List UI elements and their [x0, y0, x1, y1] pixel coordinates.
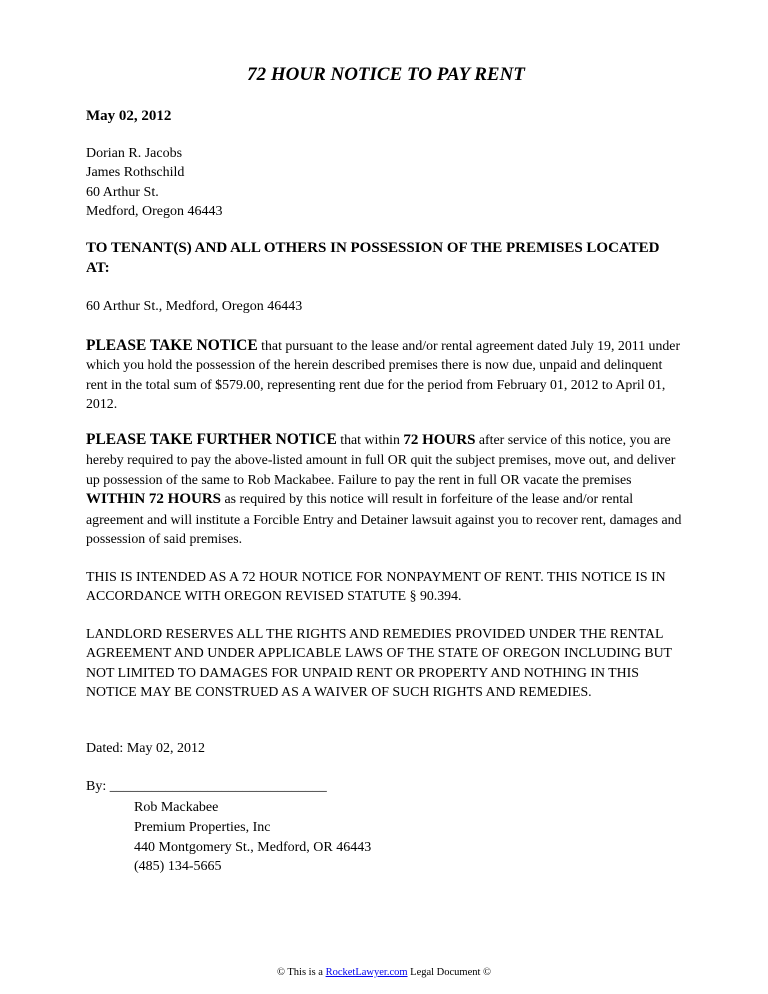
- document-title: 72 HOUR NOTICE TO PAY RENT: [247, 64, 525, 85]
- rights-reserved-paragraph: LANDLORD RESERVES ALL THE RIGHTS AND REMEDIES PROVIDED UNDER THE RENTAL AGREEMENT AND UNDER APPLICABLE LAWS OF THE STATE OF OREGON INCLUDING BUT NOT LIMITED TO DAMAGES FOR UNPAID RENT OR PROPERTY AND NOTHING IN THIS NOTICE MAY BE CONSTRUED AS A WAIVER OF SUCH RIGHTS AND REMEDIES.: [86, 626, 672, 700]
- landlord-line: Rob Mackabee: [134, 800, 219, 815]
- intent-paragraph: THIS IS INTENDED AS A 72 HOUR NOTICE FOR NONPAYMENT OF RENT. THIS NOTICE IS IN ACCORDANCE WITH OREGON REVISED STATUTE § 90.394.: [86, 569, 666, 604]
- premises-address: 60 Arthur St., Medford, Oregon 46443: [86, 299, 303, 314]
- notice-date: May 02, 2012: [86, 108, 172, 124]
- landlord-line: (485) 134-5665: [134, 859, 222, 875]
- further-notice-lead: PLEASE TAKE FURTHER NOTICE: [86, 431, 337, 448]
- signature-line: By: _______________________________: [86, 779, 327, 794]
- tenant-line: James Rothschild: [86, 165, 185, 181]
- document-footer: [0, 966, 768, 980]
- notice-paragraph: [86, 336, 686, 414]
- tenant-line: Medford, Oregon 46443: [86, 203, 223, 219]
- to-tenants-heading: TO TENANT(S) AND ALL OTHERS IN POSSESSION OF THE PREMISES LOCATED AT:: [86, 240, 660, 276]
- tenant-line: Dorian R. Jacobs: [86, 146, 183, 161]
- notice-text: that pursuant to the lease and/or rental agreement dated July 19, 2011 under which you hold the possession of the herein described premises there is now due, unpaid and delinquent rent in the total sum of $579.00, representing rent due for the period from February 01, 2012 to April 01, 2012.: [86, 338, 681, 412]
- further-text: that within: [336, 432, 404, 447]
- further-emphasis: 72 HOURS: [403, 432, 476, 448]
- rocketlawyer-link[interactable]: RocketLawyer.com: [325, 967, 408, 978]
- landlord-line: 440 Montgomery St., Medford, OR 46443: [134, 839, 372, 855]
- dated-line: Dated: May 02, 2012: [86, 741, 205, 756]
- further-notice-paragraph: [86, 430, 686, 548]
- footer-prefix: © This is a: [276, 967, 326, 978]
- tenant-line: 60 Arthur St.: [86, 184, 159, 200]
- footer-suffix: Legal Document ©: [407, 967, 492, 978]
- landlord-line: Premium Properties, Inc: [134, 819, 271, 835]
- notice-lead: PLEASE TAKE NOTICE: [86, 337, 258, 354]
- tenant-address-block: [86, 144, 222, 221]
- landlord-block: [134, 798, 371, 877]
- further-text: as required by this notice will result in forfeiture of the lease and/or rental agreement and will institute a Forcible Entry and Detainer lawsuit against you to recover rent, damages and possession of said premises.: [86, 491, 682, 547]
- further-emphasis: WITHIN 72 HOURS: [86, 491, 222, 508]
- further-text: after service of this notice, you are hereby required to pay the above-listed amount in full OR quit the subject premises, move out, and deliver up possession of the same to Rob Mackabee. Failure to pay the rent in full OR vacate the premises: [86, 432, 676, 487]
